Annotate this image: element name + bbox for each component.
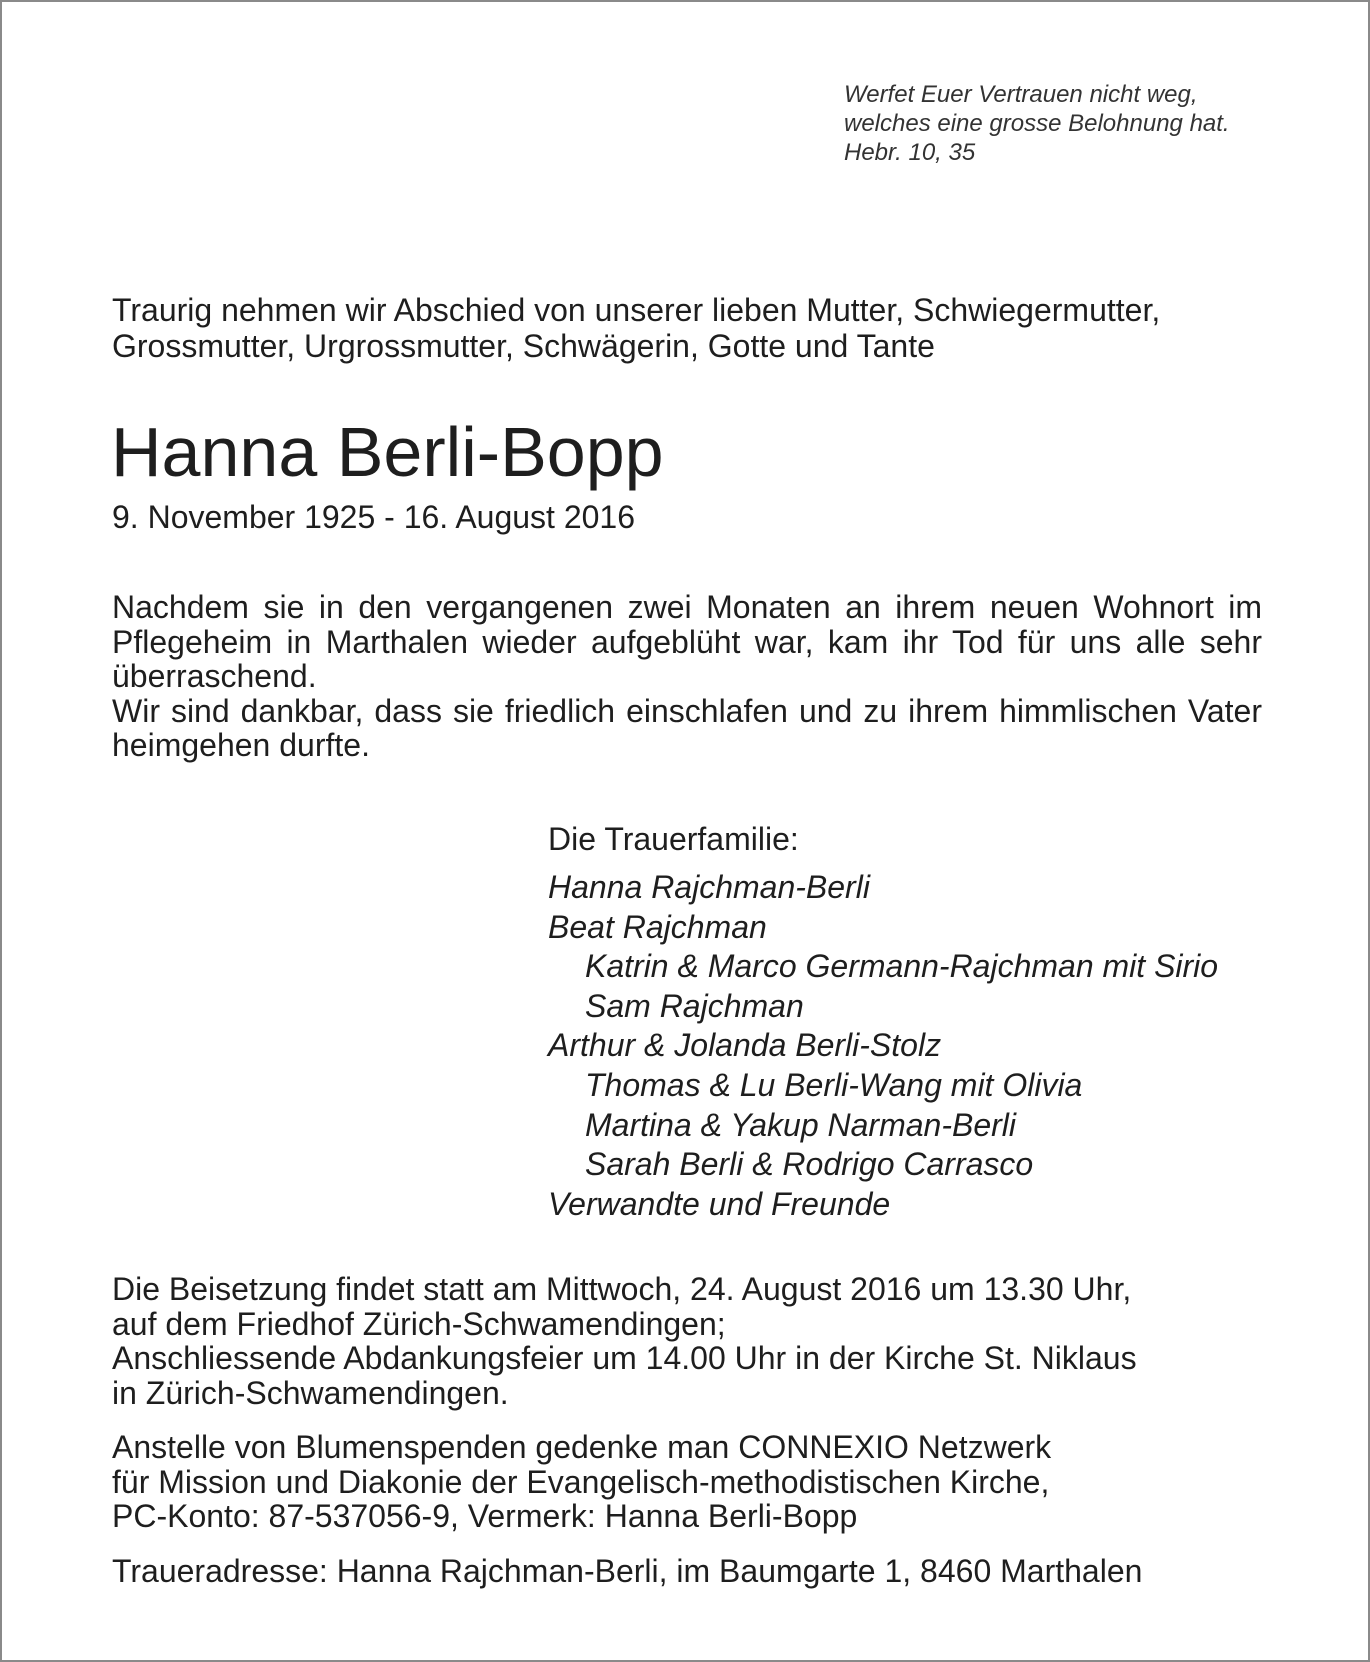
service-line-1: Die Beisetzung findet statt am Mittwoch, 24. August 2016 um 13.30 Uhr, bbox=[112, 1271, 1132, 1307]
donation-info bbox=[112, 1430, 1051, 1534]
intro-line-2: Grossmutter, Urgrossmutter, Schwägerin, Gotte und Tante bbox=[112, 328, 935, 364]
message-paragraph-1: Nachdem sie in den vergangenen zwei Monaten an ihrem neuen Wohnort im Pflegeheim in Marthalen wieder aufgeblüht war, kam ihr Tod für uns alle sehr überraschend. bbox=[112, 589, 1262, 694]
funeral-service-info bbox=[112, 1272, 1137, 1410]
verse-line-2: welches eine grosse Belohnung hat. bbox=[844, 110, 1230, 137]
family-member: Sam Rajchman bbox=[585, 987, 804, 1024]
donation-line-1: Anstelle von Blumenspenden gedenke man CONNEXIO Netzwerk bbox=[112, 1429, 1052, 1465]
donation-line-3: PC-Konto: 87-537056-9, Vermerk: Hanna Berli-Bopp bbox=[112, 1498, 858, 1534]
life-dates: 9. November 1925 - 16. August 2016 bbox=[112, 499, 636, 535]
family-member: Beat Rajchman bbox=[548, 908, 767, 945]
service-line-3: Anschliessende Abdankungsfeier um 14.00 Uhr in der Kirche St. Niklaus bbox=[112, 1340, 1137, 1376]
family-member: Hanna Rajchman-Berli bbox=[548, 869, 870, 905]
service-line-2: auf dem Friedhof Zürich-Schwamendingen; bbox=[112, 1305, 726, 1342]
message-text bbox=[112, 590, 1262, 763]
verse-reference: Hebr. 10, 35 bbox=[844, 139, 976, 166]
bible-verse bbox=[844, 80, 1230, 167]
verse-line-1: Werfet Euer Vertrauen nicht weg, bbox=[844, 81, 1198, 108]
family-member: Arthur & Jolanda Berli-Stolz bbox=[548, 1027, 942, 1064]
donation-line-2: für Mission und Diakonie der Evangelisch-methodistischen Kirche, bbox=[112, 1463, 1050, 1500]
family-member: Verwandte und Freunde bbox=[548, 1185, 891, 1222]
family-member: Martina & Yakup Narman-Berli bbox=[585, 1106, 1016, 1143]
family-member: Thomas & Lu Berli-Wang mit Olivia bbox=[585, 1066, 1083, 1103]
family-label: Die Trauerfamilie: bbox=[548, 821, 799, 857]
message-paragraph-2: Wir sind dankbar, dass sie friedlich einschlafen und zu ihrem himmlischen Vater heimgehen durfte. bbox=[112, 692, 1262, 763]
family-member: Sarah Berli & Rodrigo Carrasco bbox=[585, 1146, 1034, 1183]
intro-text bbox=[112, 292, 1160, 364]
mourning-address: Traueradresse: Hanna Rajchman-Berli, im Baumgarte 1, 8460 Marthalen bbox=[112, 1553, 1143, 1589]
family-list bbox=[548, 868, 1218, 1224]
service-line-4: in Zürich-Schwamendingen. bbox=[112, 1374, 509, 1411]
family-member: Katrin & Marco Germann-Rajchman mit Sirio bbox=[585, 948, 1219, 985]
intro-line-1: Traurig nehmen wir Abschied von unserer lieben Mutter, Schwiegermutter, bbox=[112, 292, 1161, 328]
deceased-name: Hanna Berli-Bopp bbox=[111, 413, 664, 491]
